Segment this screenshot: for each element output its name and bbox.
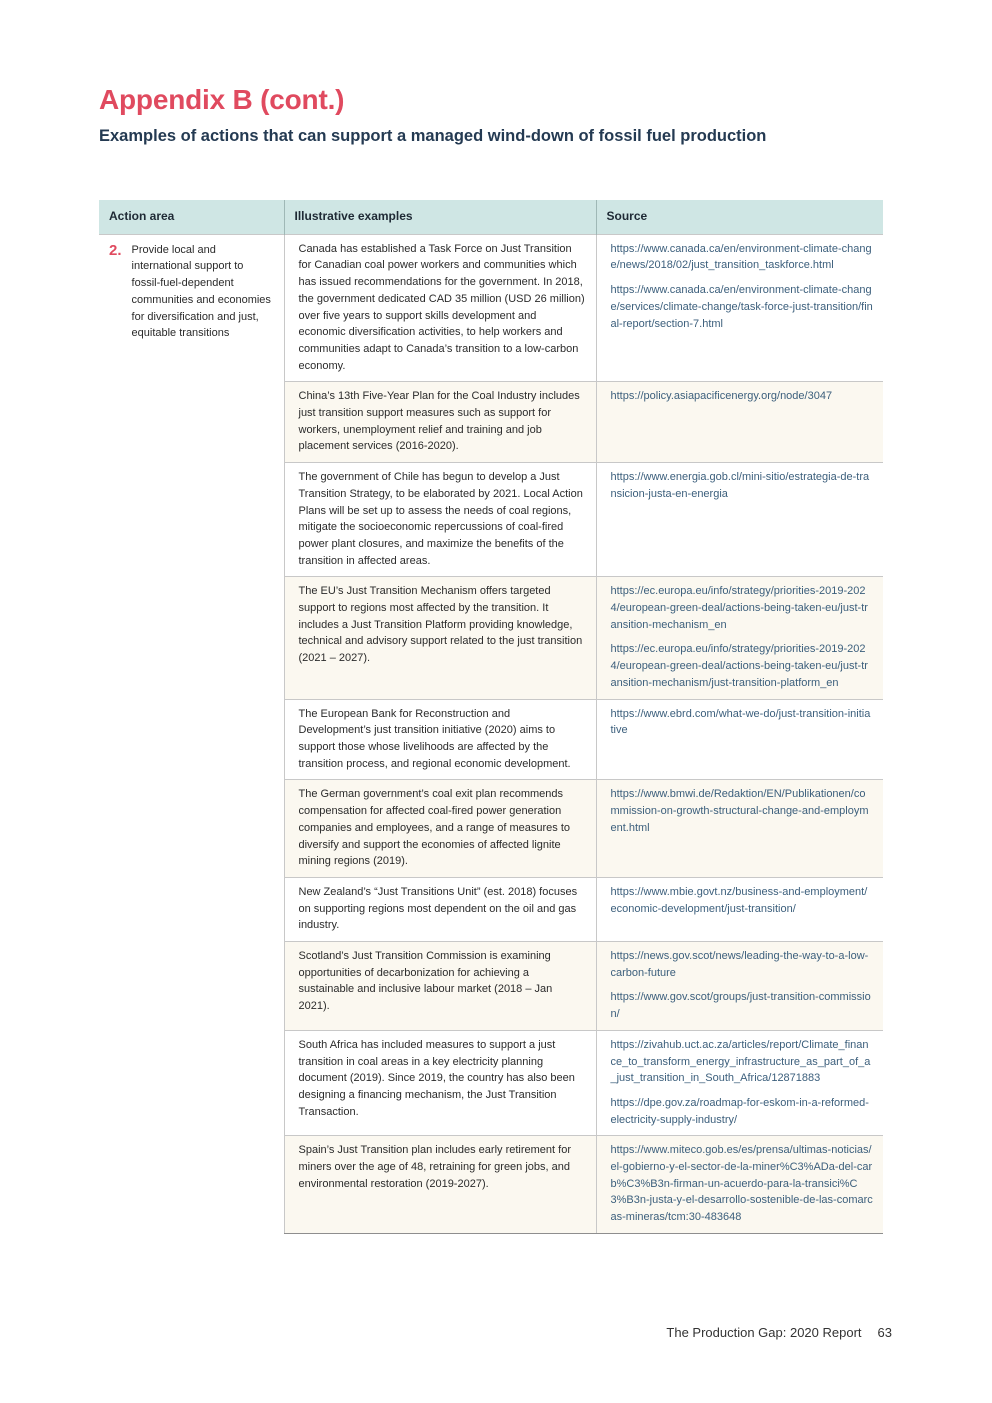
- page-subtitle: Examples of actions that can support a managed wind-down of fossil fuel production: [99, 127, 767, 145]
- table-header-row: [99, 200, 883, 234]
- source-cell: [596, 577, 883, 699]
- source-link[interactable]: https://www.gov.scot/groups/just-transition-commission/: [610, 991, 871, 1021]
- source-link[interactable]: https://ec.europa.eu/info/strategy/priorities-2019-2024/european-green-deal/actions-being-taken-eu/just-transition-mechanism/just-transition-platform_en: [610, 643, 868, 689]
- source-link[interactable]: https://www.canada.ca/en/environment-climate-change/news/2018/02/just_transition_taskforce.html: [610, 242, 872, 272]
- header-source: Source: [596, 200, 883, 234]
- source-link[interactable]: https://www.energia.gob.cl/mini-sitio/estrategia-de-transicion-justa-en-energia: [610, 471, 870, 500]
- example-cell: South Africa has included measures to support a just transition in coal areas in a key electricity planning document (2019). Since 2019, the country has also been designing a financing mechanism, the Just Transition Transaction.: [284, 1030, 596, 1136]
- source-cell: [596, 699, 883, 780]
- source-link[interactable]: https://www.mbie.govt.nz/business-and-employment/economic-development/just-transition/: [610, 885, 868, 915]
- source-link[interactable]: https://zivahub.uct.ac.za/articles/report/Climate_finance_to_transform_energy_infrastructure_as_part_of_a_just_transition_in_South_Africa/12871883: [610, 1038, 871, 1085]
- example-cell: The European Bank for Reconstruction and Development’s just transition initiative (2020) aims to support those whose livelihoods are affected by the transition process, and regional economic development.: [284, 699, 596, 780]
- source-cell: [596, 463, 883, 577]
- footer-report-title: The Production Gap: 2020 Report: [666, 1325, 862, 1340]
- source-cell: [596, 382, 883, 463]
- header-illustrative-examples: Illustrative examples: [284, 200, 596, 234]
- source-link[interactable]: https://ec.europa.eu/info/strategy/priorities-2019-2024/european-green-deal/actions-being-taken-eu/just-transition-mechanism_en: [610, 585, 868, 631]
- example-cell: Spain’s Just Transition plan includes early retirement for miners over the age of 48, retraining for green jobs, and environmental restoration (2019-2027).: [284, 1136, 596, 1234]
- page-footer: [666, 1325, 892, 1340]
- example-cell: The German government’s coal exit plan recommends compensation for affected coal-fired power generation companies and employees, and a range of measures to diversify and support the economies of affected lignite mining regions (2019).: [284, 780, 596, 878]
- source-link[interactable]: https://www.bmwi.de/Redaktion/EN/Publikationen/commission-on-growth-structural-change-and-employment.html: [610, 788, 869, 834]
- source-cell: [596, 942, 883, 1031]
- example-cell: Canada has established a Task Force on Just Transition for Canadian coal power workers and communities which has issued recommendations for the government. In 2018, the government dedicated CAD 35 million (USD 26 million) over five years to support skills development and economic diversification activities, to help workers and communities adapt to Canada’s transition to a low-carbon economy.: [284, 234, 596, 382]
- source-cell: [596, 1030, 883, 1136]
- table-row: [99, 234, 883, 382]
- source-link[interactable]: https://news.gov.scot/news/leading-the-way-to-a-low-carbon-future: [610, 950, 869, 979]
- source-link[interactable]: https://policy.asiapacificenergy.org/node/3047: [610, 390, 833, 403]
- source-cell: [596, 877, 883, 941]
- action-area-text: Provide local and international support to fossil-fuel-dependent communities and economies for diversification and just, equitable transitions: [131, 243, 271, 340]
- header-action-area: Action area: [99, 200, 284, 234]
- source-link[interactable]: https://www.canada.ca/en/environment-climate-change/services/climate-change/task-force-just-transition/final-report/section-7.html: [610, 284, 873, 330]
- source-cell: [596, 780, 883, 878]
- example-cell: New Zealand’s “Just Transitions Unit” (est. 2018) focuses on supporting regions most dependent on the oil and gas industry.: [284, 877, 596, 941]
- page-number: 63: [877, 1325, 892, 1340]
- page-title: Appendix B (cont.): [99, 84, 345, 115]
- table-body: [99, 234, 883, 1233]
- source-cell: [596, 234, 883, 382]
- source-link[interactable]: https://www.miteco.gob.es/es/prensa/ultimas-noticias/el-gobierno-y-el-sector-de-la-miner%C3%ADa-del-carb%C3%B3n-firman-un-acuerdo-para-la-transici%C3%B3n-justa-y-el-desarrollo-sostenible-de-las-comarcas-mineras/tcm:30-483648: [610, 1144, 873, 1224]
- actions-table: [99, 200, 883, 1234]
- example-cell: The government of Chile has begun to develop a Just Transition Strategy, to be elaborated by 2021. Local Action Plans will be set up to assess the needs of coal regions, mitigate the socioeconomic repercussions of coal-fired power plant closures, and maximize the benefits of the transition in affected areas.: [284, 463, 596, 577]
- action-number: 2.: [109, 241, 122, 259]
- source-link[interactable]: https://dpe.gov.za/roadmap-for-eskom-in-a-reformed-electricity-supply-industry/: [610, 1096, 869, 1126]
- example-cell: The EU’s Just Transition Mechanism offers targeted support to regions most affected by the transition. It includes a Just Transition Platform providing knowledge, technical and advisory support related to the just transition (2021 – 2027).: [284, 577, 596, 699]
- example-cell: Scotland’s Just Transition Commission is examining opportunities of decarbonization for achieving a sustainable and inclusive labour market (2018 – Jan 2021).: [284, 942, 596, 1031]
- example-cell: China’s 13th Five-Year Plan for the Coal Industry includes just transition support measures such as support for workers, unemployment relief and training and job placement services (2016-2020).: [284, 382, 596, 463]
- action-area-cell: [99, 234, 284, 1233]
- source-link[interactable]: https://www.ebrd.com/what-we-do/just-transition-initiative: [610, 707, 871, 737]
- source-cell: [596, 1136, 883, 1234]
